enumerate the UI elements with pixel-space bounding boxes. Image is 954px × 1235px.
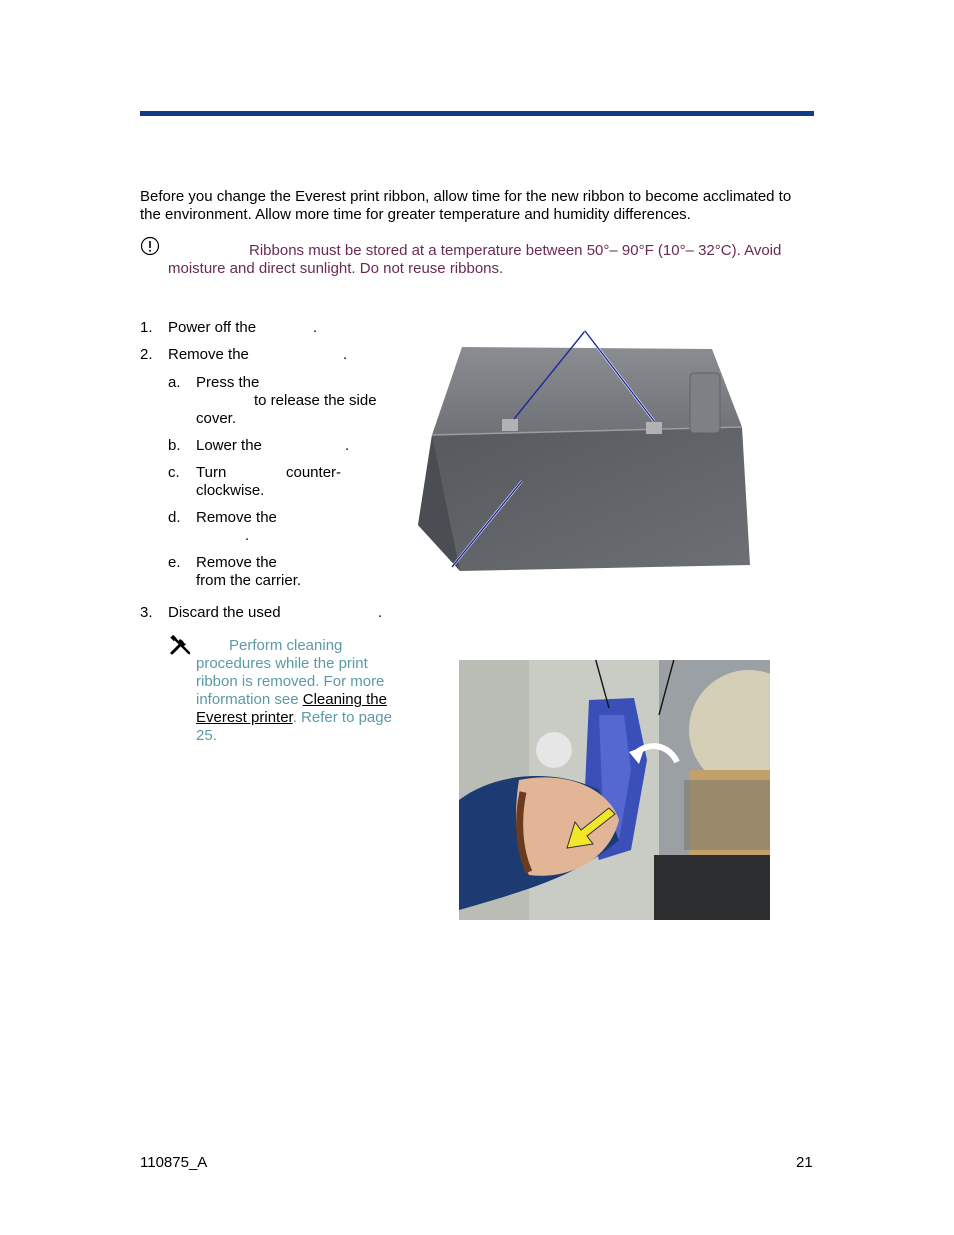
caution-icon xyxy=(140,236,160,256)
step-1-text: Power off the xyxy=(168,319,257,336)
caution-text: Ribbons must be stored at a temperature between 50°– 90°F (10°– 32°C). Avoid moisture and direct sunlight. Do not reuse ribbons. xyxy=(168,242,782,277)
step-3-text: Discard the used xyxy=(168,604,281,621)
substep-e-letter: e. xyxy=(168,554,181,571)
substep-e-line2: from the carrier. xyxy=(196,572,302,589)
substep-a-line1: Press the xyxy=(196,374,260,391)
step-2-number: 2. xyxy=(140,346,153,363)
step-3-tail: . xyxy=(378,604,383,621)
step-2-text: Remove the xyxy=(168,346,249,363)
substep-b-letter: b. xyxy=(168,437,181,454)
tools-icon xyxy=(169,634,193,656)
step-1-tail: . xyxy=(313,319,318,336)
tip-text-after: . Refer to page 25. xyxy=(196,709,392,744)
substep-b-text: Lower the xyxy=(196,437,262,454)
substep-d-letter: d. xyxy=(168,509,181,526)
page-number: 21 xyxy=(796,1154,813,1171)
tip-text-before: Perform cleaning procedures while the print ribbon is removed. For more information see xyxy=(196,637,385,708)
substep-c-line2: clockwise. xyxy=(196,482,265,499)
substep-e-line1: Remove the xyxy=(196,554,277,571)
step-3-number: 3. xyxy=(140,604,153,621)
tip-note xyxy=(196,637,406,745)
substep-c-letter: c. xyxy=(168,464,180,481)
header-rule xyxy=(140,111,814,116)
substep-a-line2: to release the side xyxy=(254,392,377,409)
substep-c-line1b: counter- xyxy=(286,464,342,481)
intro-paragraph: Before you change the Everest print ribbon, allow time for the new ribbon to become acclimated to the environment. Allow more time for greater temperature and humidity differences. xyxy=(140,188,792,223)
step-1-number: 1. xyxy=(140,319,153,336)
substep-d-line1: Remove the xyxy=(196,509,277,526)
cleaning-link[interactable]: Cleaning the Everest printer xyxy=(196,691,387,726)
substep-a-letter: a. xyxy=(168,374,181,391)
substep-a-line3: cover. xyxy=(196,410,237,427)
ribbon-carrier-photo xyxy=(459,660,770,920)
document-number: 110875_A xyxy=(140,1154,208,1171)
substep-d-line2: . xyxy=(245,527,250,544)
substep-c-line1a: Turn xyxy=(196,464,227,481)
printer-cover-photo xyxy=(410,325,755,575)
step-2-tail: . xyxy=(343,346,348,363)
substep-b-tail: . xyxy=(345,437,350,454)
